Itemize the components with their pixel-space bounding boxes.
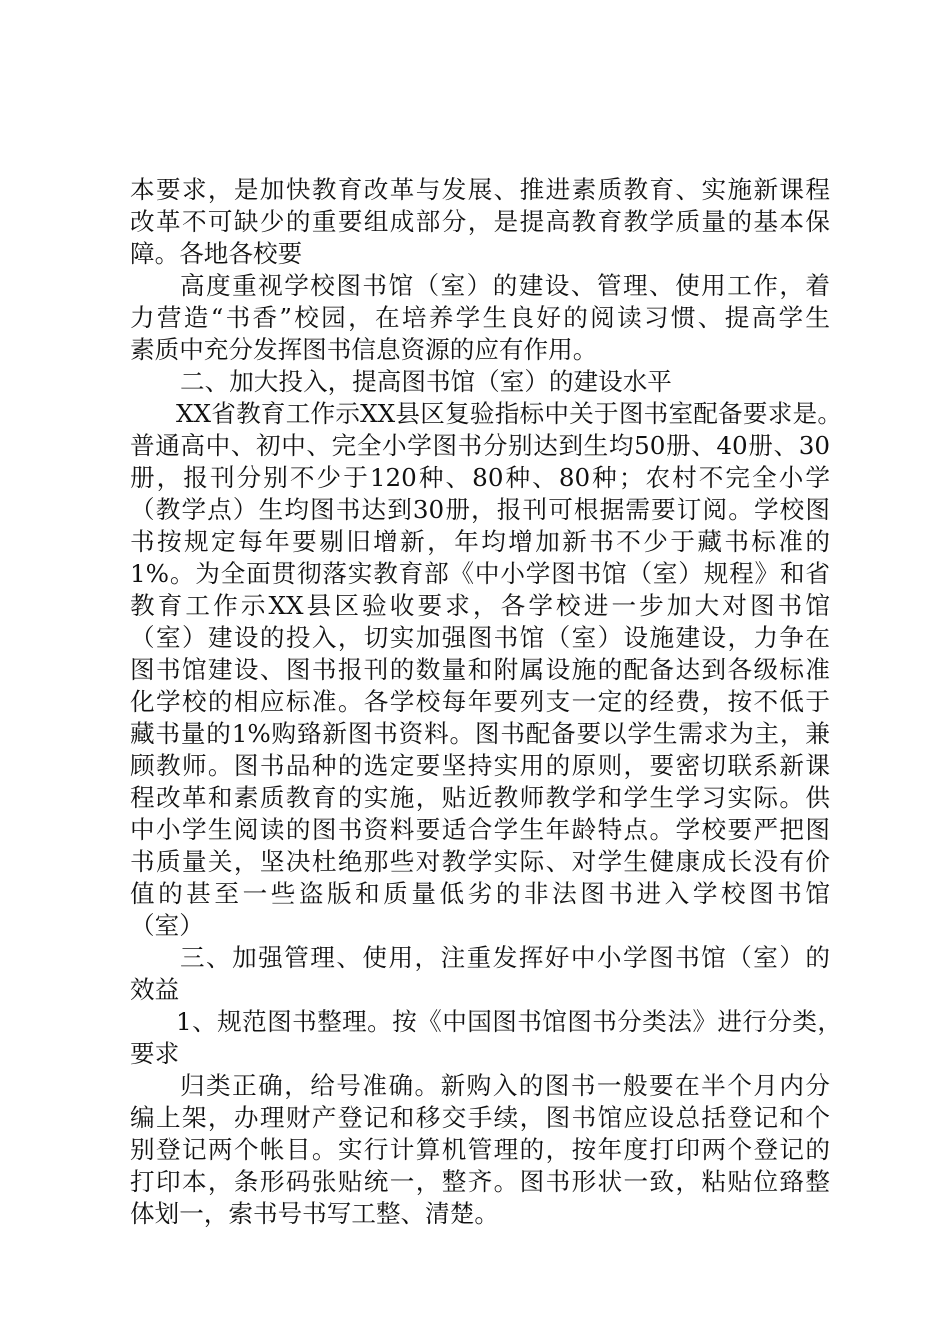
text-line: （室）建设的投入，切实加强图书馆（室）设施建设，力争在 [130, 623, 830, 652]
text-line: 册，报刊分别不少于120种、80种、80种；农村不完全小学 [130, 463, 830, 492]
text-line: 藏书量的1%购臵新图书资料。图书配备要以学生需求为主，兼 [130, 719, 830, 748]
text-line: 教育工作示XX县区验收要求，各学校进一步加大对图书馆 [130, 591, 830, 620]
text-line: 书质量关，坚决杜绝那些对教学实际、对学生健康成长没有价 [130, 847, 830, 876]
section-heading: 三、加强管理、使用，注重发挥好中小学图书馆（室）的 [180, 943, 830, 972]
text-line: 力营造“书香”校园，在培养学生良好的阅读习惯、提高学生 [130, 303, 830, 332]
text-line: 别登记两个帐目。实行计算机管理的，按年度打印两个登记的 [130, 1135, 830, 1164]
text-line: 普通高中、初中、完全小学图书分别达到生均50册、40册、30 [130, 431, 830, 460]
text-line: 顾教师。图书品种的选定要坚持实用的原则，要密切联系新课 [130, 751, 830, 780]
text-line: 障。各地各校要 [130, 239, 303, 268]
section-heading: 二、加大投入，提高图书馆（室）的建设水平 [180, 367, 672, 396]
text-line: 效益 [130, 975, 180, 1004]
text-line: 打印本，条形码张贴统一，整齐。图书形状一致，粘贴位臵整 [130, 1167, 830, 1196]
text-line: 程改革和素质教育的实施，贴近教师教学和学生学习实际。供 [130, 783, 830, 812]
text-line: 本要求，是加快教育改革与发展、推进素质教育、实施新课程 [130, 175, 830, 204]
text-line: 素质中充分发挥图书信息资源的应有作用。 [130, 335, 598, 364]
text-line: 1%。为全面贯彻落实教育部《中小学图书馆（室）规程》和省 [130, 559, 830, 588]
text-line: 编上架，办理财产登记和移交手续，图书馆应设总括登记和个 [130, 1103, 830, 1132]
text-line: 要求 [130, 1039, 180, 1068]
text-line: 改革不可缺少的重要组成部分，是提高教育教学质量的基本保 [130, 207, 830, 236]
text-line: 图书馆建设、图书报刊的数量和附属设施的配备达到各级标准 [130, 655, 830, 684]
text-line: （室） [130, 911, 204, 940]
list-item: 1、规范图书整理。按《中国图书馆图书分类法》进行分类， [176, 1007, 842, 1036]
text-line: 体划一，索书号书写工整、清楚。 [130, 1199, 499, 1228]
text-line: 中小学生阅读的图书资料要适合学生年龄特点。学校要严把图 [130, 815, 830, 844]
text-line: 书按规定每年要剔旧增新，年均增加新书不少于藏书标准的 [130, 527, 830, 556]
text-line: （教学点）生均图书达到30册，报刊可根据需要订阅。学校图 [130, 495, 830, 524]
paragraph-first-line: 高度重视学校图书馆（室）的建设、管理、使用工作，着 [180, 271, 830, 300]
paragraph-first-line: 归类正确，给号准确。新购入的图书一般要在半个月内分 [180, 1071, 830, 1100]
paragraph-first-line: XX省教育工作示XX县区复验指标中关于图书室配备要求是。 [176, 399, 842, 428]
text-line: 值的甚至一些盗版和质量低劣的非法图书进入学校图书馆 [130, 879, 830, 908]
text-line: 化学校的相应标准。各学校每年要列支一定的经费，按不低于 [130, 687, 830, 716]
